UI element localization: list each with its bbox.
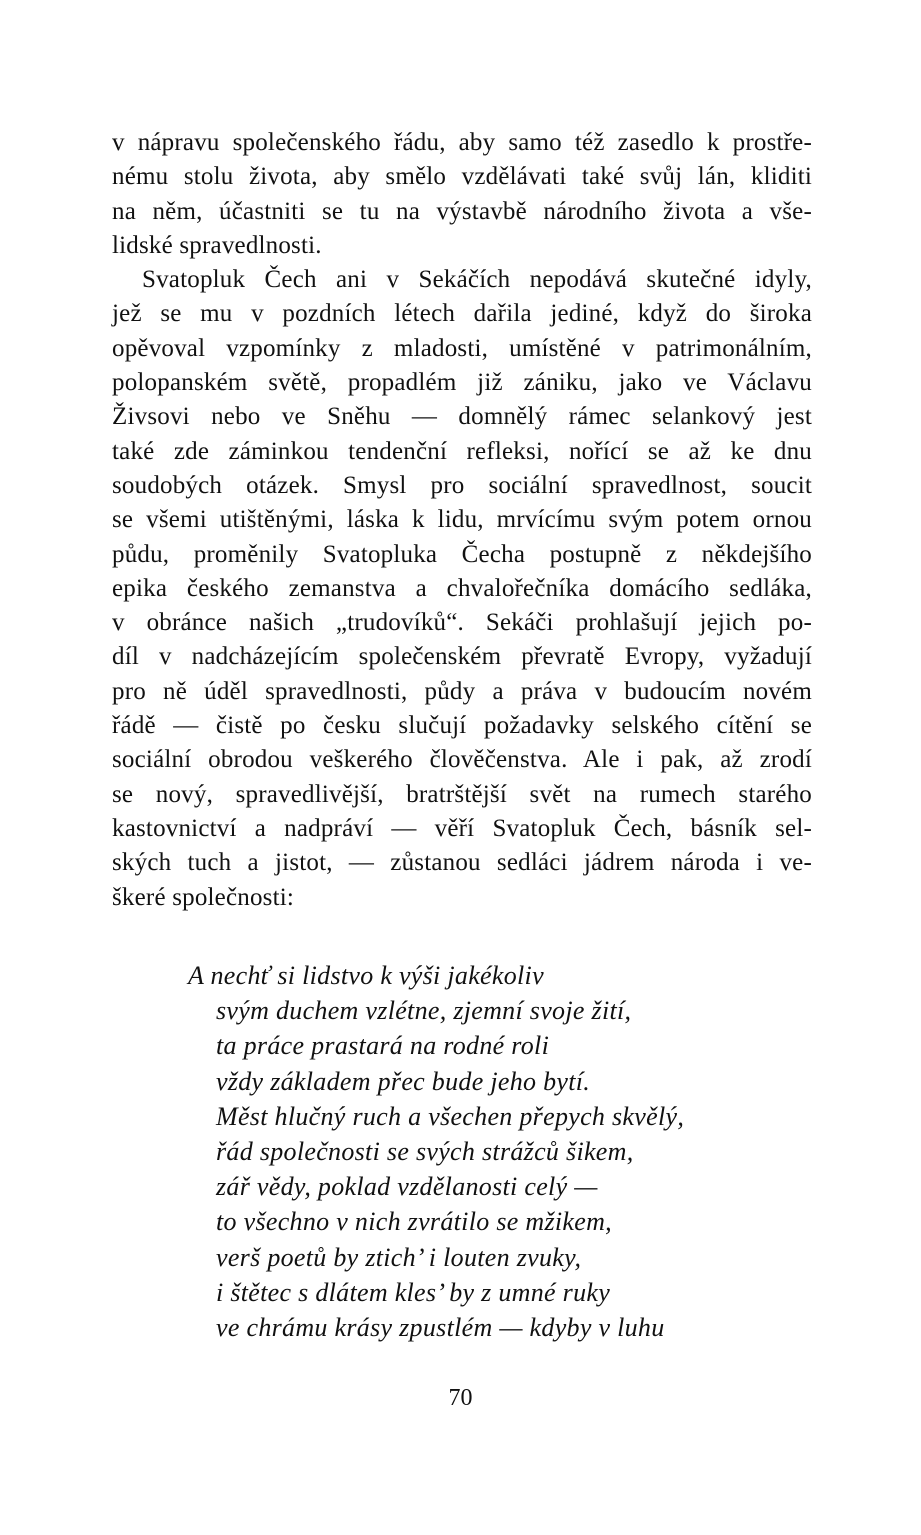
- text-line: kastovnictví a nadpráví — věří Svatopluk Čech, básník sel-: [112, 814, 812, 842]
- text-line: jež se mu v pozdních létech dařila jediné, když do široka: [112, 300, 812, 328]
- text-line: Živsovi nebo ve Sněhu — domnělý rámec selankový jest: [112, 403, 812, 431]
- text-line: polopanském světě, propadlém již zániku, jako ve Václavu: [112, 369, 812, 397]
- verse-line: i štětec s dlátem kles’ by z umné ruky: [216, 1277, 611, 1307]
- text-line: sociální obrodou veškerého člověčenstva. Ale i pak, až zrodí: [112, 746, 812, 774]
- text-line: ských tuch a jistot, — zůstanou sedláci jádrem národa i ve-: [112, 849, 812, 877]
- text-line: řádě — čistě po česku slučují požadavky selského cítění se: [112, 712, 812, 740]
- page-number: 70: [448, 1385, 473, 1411]
- text-line: na něm, účastniti se tu na výstavbě národního života a vše-: [112, 197, 812, 225]
- text-line: se všemi utištěnými, láska k lidu, mrvícímu svým potem ornou: [112, 506, 812, 534]
- text-line: soudobých otázek. Smysl pro sociální spravedlnost, soucit: [112, 471, 812, 499]
- text-line: nému stolu života, aby smělo vzdělávati také svůj lán, kliditi: [112, 163, 812, 191]
- verse-line: verš poetů by ztich’ i louten zvuky,: [216, 1242, 582, 1272]
- verse-line: to všechno v nich zvrátilo se mžikem,: [216, 1207, 612, 1237]
- text-line: v nápravu společenského řádu, aby samo též zasedlo k prostře-: [112, 129, 812, 156]
- verse-line: zář vědy, poklad vzdělanosti celý —: [216, 1172, 598, 1202]
- paragraph-svatopluk-cech: [112, 263, 812, 915]
- text-line: pro ně úděl spravedlnosti, půdy a práva v budoucím novém: [112, 677, 812, 705]
- verse-line: Měst hlučný ruch a všechen přepych skvělý,: [216, 1101, 685, 1131]
- verse-line: A nechť si lidstvo k výši jakékoliv: [188, 961, 544, 990]
- text-line: Svatopluk Čech ani v Sekáčích nepodává skutečné idyly,: [142, 266, 812, 294]
- text-line: lidské spravedlnosti.: [112, 231, 322, 259]
- verse-line: ta práce prastará na rodné roli: [216, 1031, 550, 1061]
- verse-line: řád společnosti se svých strážců šikem,: [216, 1136, 634, 1166]
- verse-line: svým duchem vzlétne, zjemní svoje žití,: [216, 996, 632, 1026]
- text-line: díl v nadcházejícím společenském převratě Evropy, vyžadují: [112, 643, 812, 671]
- text-line: se nový, spravedlivější, bratrštější svět na rumech starého: [112, 780, 812, 808]
- text-line: půdu, proměnily Svatopluka Čecha postupně z někdejšího: [112, 540, 812, 568]
- verse-line: ve chrámu krásy zpustlém — kdyby v luhu: [216, 1312, 665, 1342]
- verse-line: vždy základem přec bude jeho bytí.: [216, 1066, 591, 1096]
- text-line: škeré společnosti:: [112, 883, 295, 911]
- poem-quote: [188, 958, 828, 1345]
- text-line: epika českého zemanstva a chvalořečníka domácího sedláka,: [112, 574, 812, 602]
- text-line: v obránce našich „trudovíků“. Sekáči prohlašují jejich po-: [112, 609, 812, 637]
- paragraph-continuation: [112, 126, 812, 263]
- text-line: také zde záminkou tendenční refleksi, nořící se až ke dnu: [112, 437, 812, 465]
- text-line: opěvoval vzpomínky z mladosti, umístěné v patrimonálním,: [112, 334, 812, 362]
- prose-text: [112, 126, 812, 915]
